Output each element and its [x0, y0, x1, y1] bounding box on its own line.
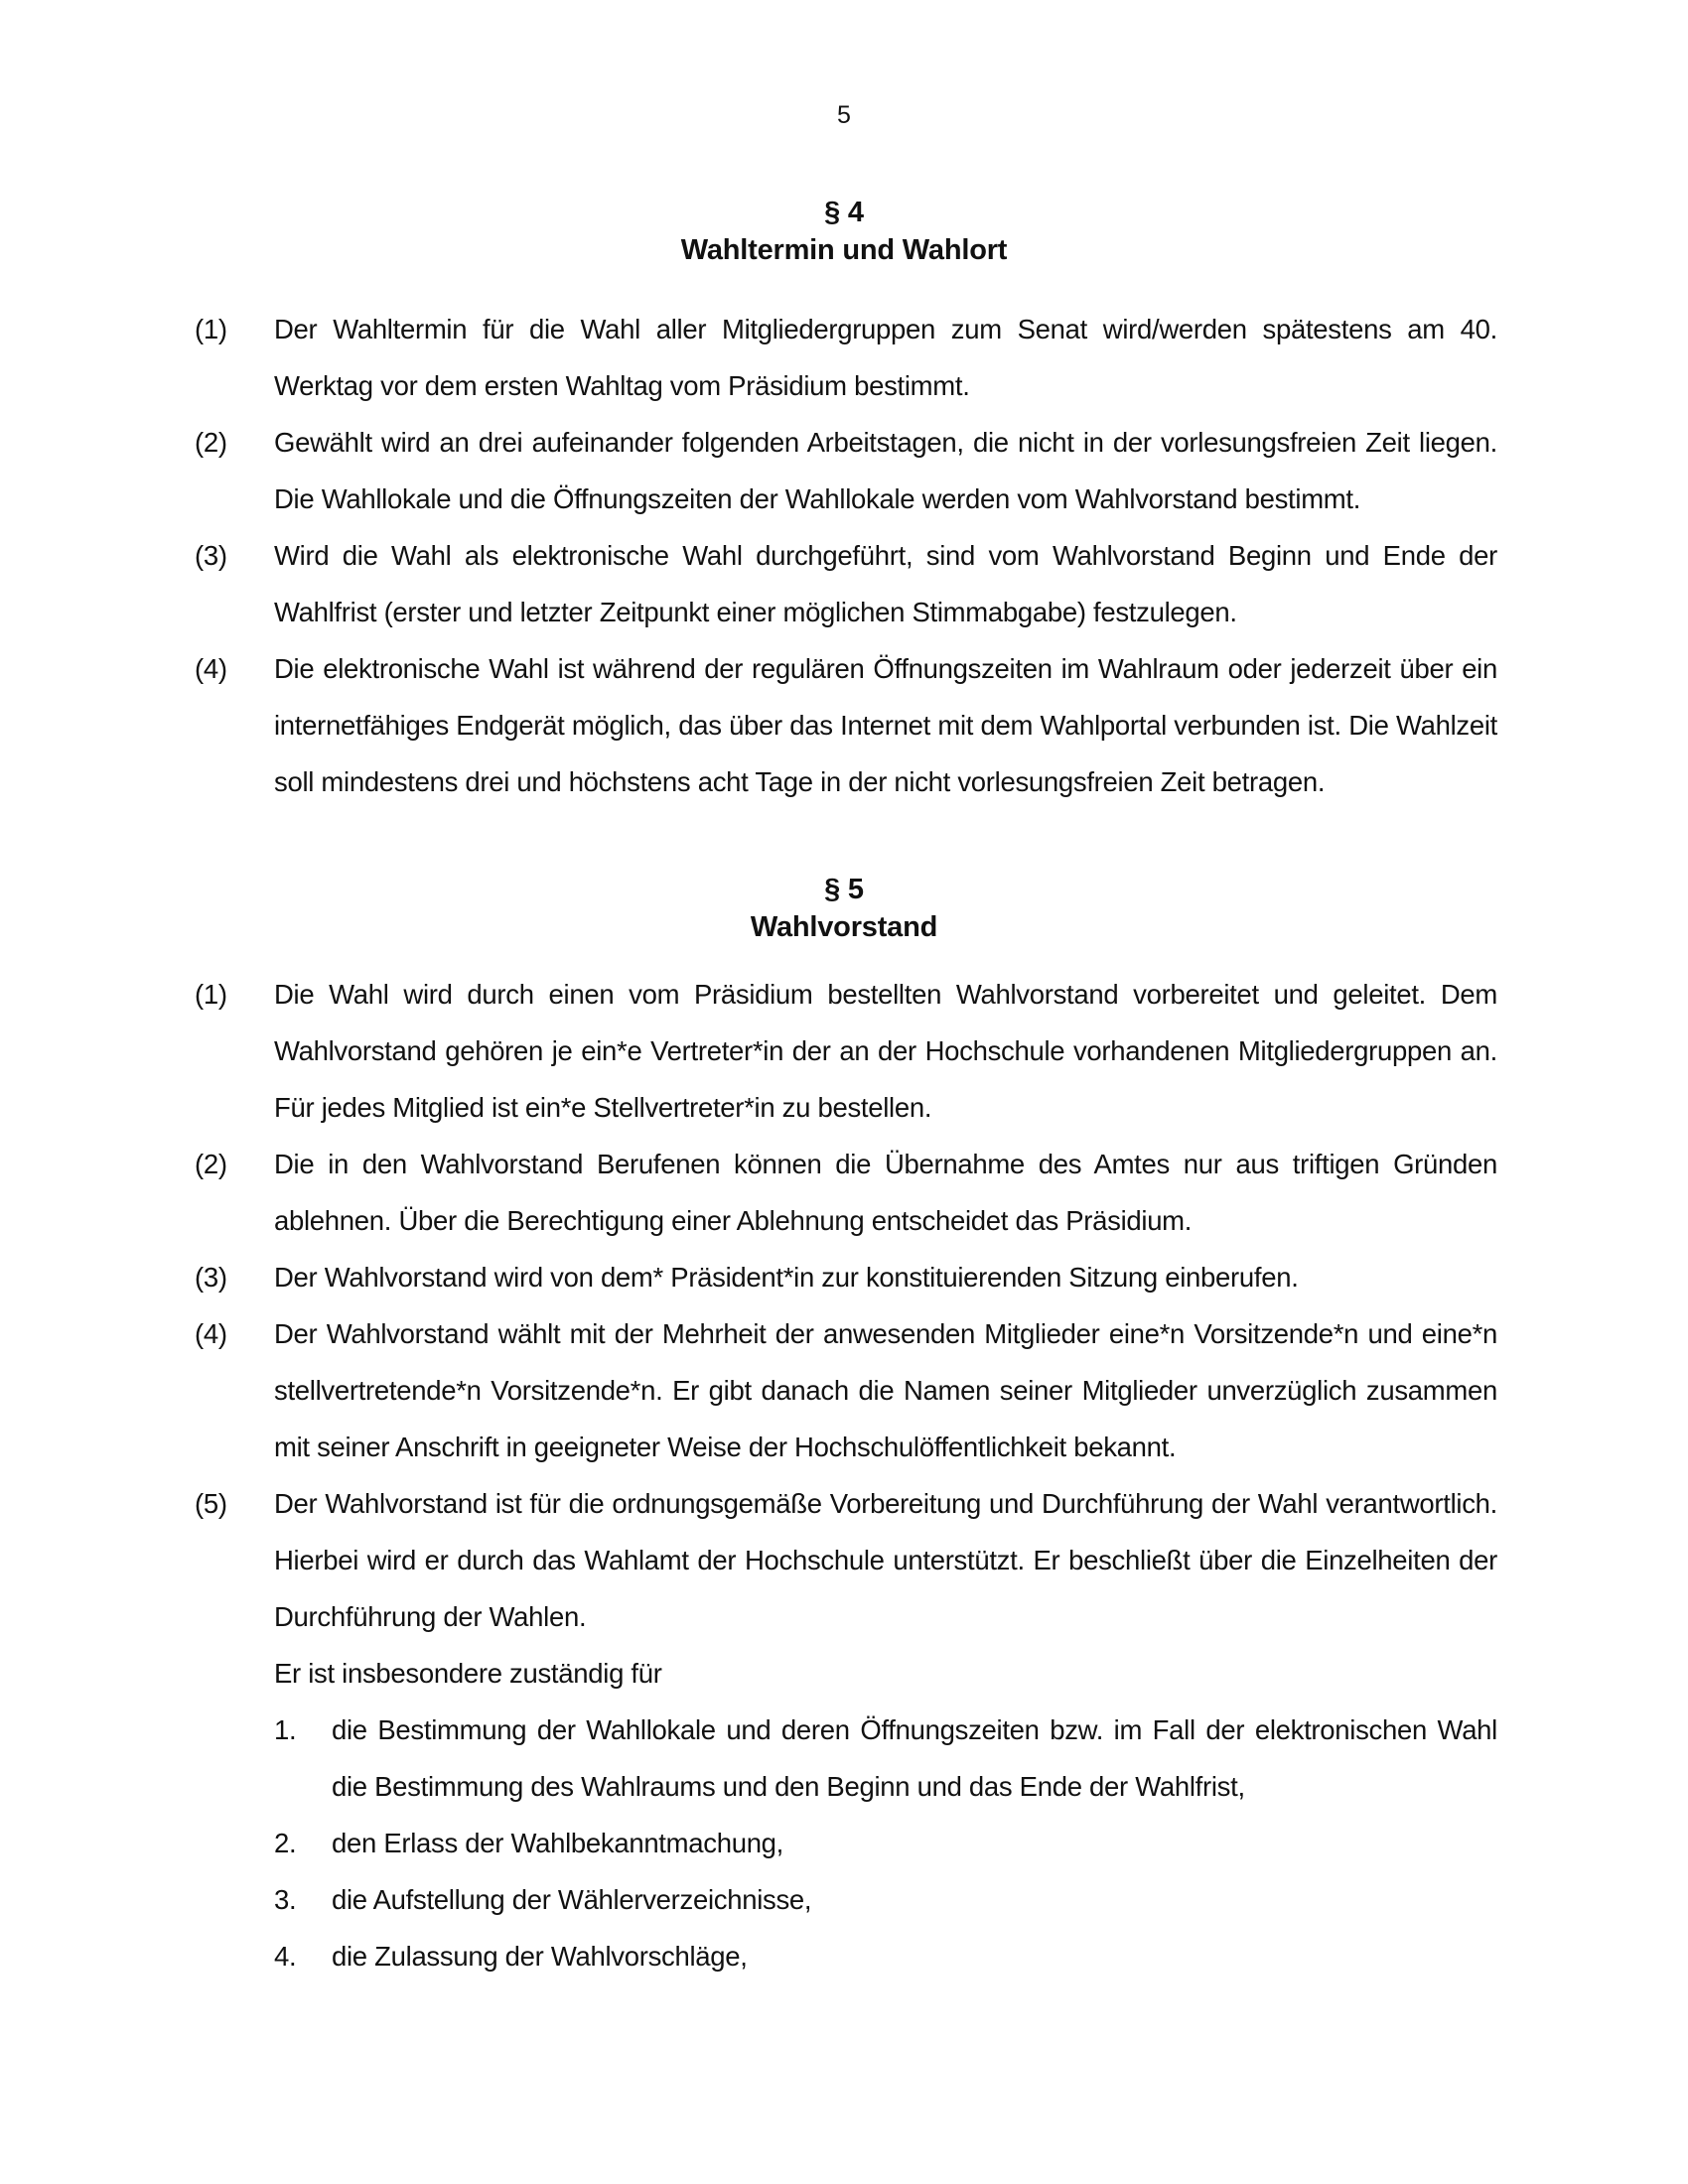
section-5-body [195, 966, 1497, 1984]
paragraph [195, 1249, 1497, 1305]
paragraph-number: (1) [195, 314, 227, 344]
paragraph [195, 966, 1497, 1136]
paragraph-text: Gewählt wird an drei aufeinander folgenden Arbeitstagen, die nicht in der vorlesungsfreien Zeit liegen. Die Wahllokale und die Öffnungszeiten der Wahllokale werden vom Wahlvorstand bestimmt. [274, 427, 1497, 514]
section-number: § 5 [824, 874, 864, 905]
paragraph-number: (2) [195, 1149, 227, 1179]
list-item [274, 1815, 1497, 1871]
list-item [274, 1702, 1497, 1815]
list-item-number: 2. [274, 1828, 297, 1858]
paragraph [195, 1136, 1497, 1249]
paragraph-text: Die in den Wahlvorstand Berufenen können die Übernahme des Amtes nur aus triftigen Gründen ablehnen. Über die Berechtigung einer Ablehnung entscheidet das Präsidium. [274, 1149, 1497, 1236]
paragraph [195, 301, 1497, 414]
paragraph-text: Der Wahlvorstand wählt mit der Mehrheit der anwesenden Mitglieder eine*n Vorsitzende*n und eine*n stellvertretende*n Vorsitzende*n. Er gibt danach die Namen seiner Mitglieder unverzüglich zusammen mit seiner Anschrift in geeigneter Weise der Hochschulöffentlichkeit bekannt. [274, 1318, 1497, 1462]
paragraph-number: (5) [195, 1488, 227, 1519]
section-heading-4 [0, 194, 1688, 269]
paragraph-text: Der Wahlvorstand ist für die ordnungsgemäße Vorbereitung und Durchführung der Wahl verantwortlich. Hierbei wird er durch das Wahlamt der Hochschule unterstützt. Er beschließt über die Einzelheiten der Durchführung der Wahlen. [274, 1488, 1497, 1632]
list-item-text: die Zulassung der Wahlvorschläge, [332, 1941, 748, 1972]
paragraph [195, 640, 1497, 810]
paragraph-number: (1) [195, 979, 227, 1010]
paragraph-text: Die elektronische Wahl ist während der regulären Öffnungszeiten im Wahlraum oder jederzeit über ein internetfähiges Endgerät möglich, das über das Internet mit dem Wahlportal verbunden ist. Die Wahlzeit soll mindestens drei und höchstens acht Tage in der nicht vorlesungsfreien Zeit betragen. [274, 653, 1497, 797]
list-item [274, 1871, 1497, 1928]
paragraph [195, 1475, 1497, 1984]
paragraph-text: Wird die Wahl als elektronische Wahl durchgeführt, sind vom Wahlvorstand Beginn und Ende der Wahlfrist (erster und letzter Zeitpunkt einer möglichen Stimmabgabe) festzulegen. [274, 540, 1497, 627]
paragraph-number: (3) [195, 540, 227, 571]
section-number: § 4 [824, 197, 864, 228]
paragraph-sub-intro: Er ist insbesondere zuständig für [274, 1658, 662, 1689]
section-title: Wahlvorstand [750, 911, 938, 943]
paragraph [195, 1305, 1497, 1475]
section-title: Wahltermin und Wahlort [680, 234, 1008, 266]
paragraph [195, 414, 1497, 527]
list-item-text: den Erlass der Wahlbekanntmachung, [332, 1828, 784, 1858]
page-number: 5 [837, 101, 851, 129]
paragraph-number: (4) [195, 1318, 227, 1349]
paragraph-text: Der Wahltermin für die Wahl aller Mitgliedergruppen zum Senat wird/werden spätestens am 40. Werktag vor dem ersten Wahltag vom Präsidium bestimmt. [274, 314, 1497, 401]
list-item [274, 1928, 1497, 1984]
paragraph-number: (4) [195, 653, 227, 684]
paragraph-text: Die Wahl wird durch einen vom Präsidium bestellten Wahlvorstand vorbereitet und geleitet. Dem Wahlvorstand gehören je ein*e Vertreter*in der an der Hochschule vorhandenen Mitgliedergruppen an. Für jedes Mitglied ist ein*e Stellvertreter*in zu bestellen. [274, 979, 1497, 1123]
paragraph-text: Der Wahlvorstand wird von dem* Präsident*in zur konstituierenden Sitzung einberufen. [274, 1262, 1299, 1293]
list-item-text: die Bestimmung der Wahllokale und deren Öffnungszeiten bzw. im Fall der elektronischen Wahl die Bestimmung des Wahlraums und den Beginn und das Ende der Wahlfrist, [332, 1714, 1497, 1802]
list-item-number: 3. [274, 1884, 297, 1915]
section-heading-5 [0, 871, 1688, 946]
paragraph-number: (2) [195, 427, 227, 458]
list-item-text: die Aufstellung der Wählerverzeichnisse, [332, 1884, 812, 1915]
enumerated-list [274, 1702, 1497, 1984]
paragraph-number: (3) [195, 1262, 227, 1293]
paragraph [195, 527, 1497, 640]
list-item-number: 1. [274, 1714, 297, 1745]
list-item-number: 4. [274, 1941, 297, 1972]
section-4-body [195, 301, 1497, 810]
